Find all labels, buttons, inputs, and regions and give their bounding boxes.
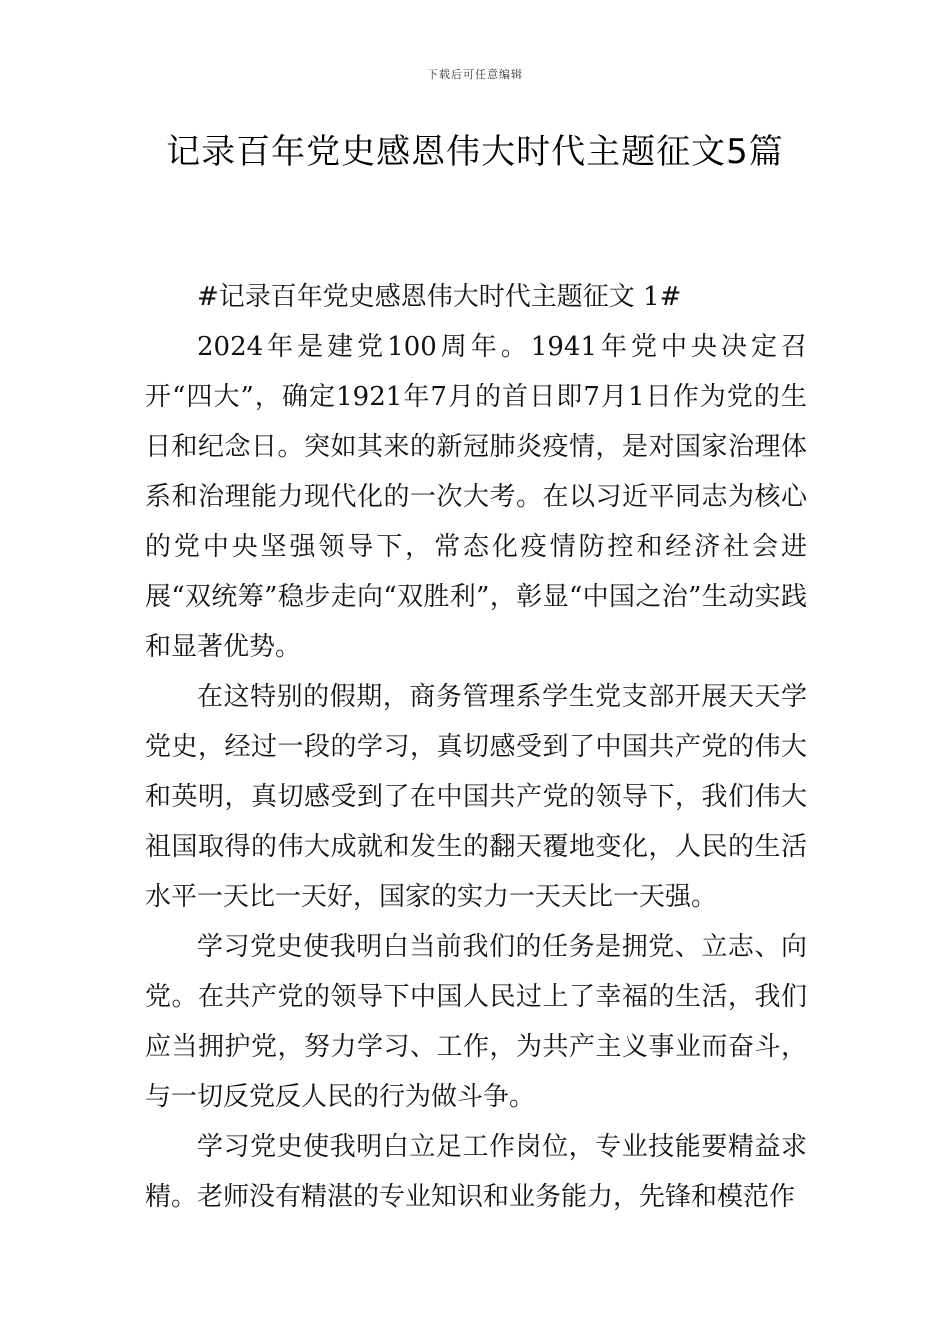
download-note: 下载后可任意编辑 bbox=[427, 68, 523, 81]
paragraph: 学习党史使我明白当前我们的任务是拥党、立志、向党。在共产党的领导下中国人民过上了幸福的生活，我们应当拥护党，努力学习、工作，为共产主义事业而奋斗，与一切反党反人民的行为做斗争。 bbox=[145, 932, 807, 1112]
paragraph: 在这特别的假期，商务管理系学生党支部开展天天学党史，经过一段的学习，真切感受到了中国共产党的伟大和英明，真切感受到了在中国共产党的领导下，我们伟大祖国取得的伟大成就和发生的翻天覆地变化，人民的生活水平一天比一天好，国家的实力一天天比一天强。 bbox=[145, 682, 807, 912]
document-title: 记录百年党史感恩伟大时代主题征文5篇 bbox=[166, 132, 784, 172]
document-body bbox=[145, 272, 807, 1222]
paragraph: 学习党史使我明白立足工作岗位，专业技能要精益求精。老师没有精湛的专业知识和业务能力，先锋和模范作 bbox=[145, 1132, 807, 1212]
section-heading: #记录百年党史感恩伟大时代主题征文 1# bbox=[197, 282, 682, 312]
paragraph: 2024年是建党100周年。1941年党中央决定召开“四大”，确定1921年7月的首日即7月1日作为党的生日和纪念日。突如其来的新冠肺炎疫情，是对国家治理体系和治理能力现代化的一次大考。在以习近平同志为核心的党中央坚强领导下，常态化疫情防控和经济社会进展“双统筹”稳步走向“双胜利”，彰显“中国之治”生动实践和显著优势。 bbox=[145, 332, 807, 662]
